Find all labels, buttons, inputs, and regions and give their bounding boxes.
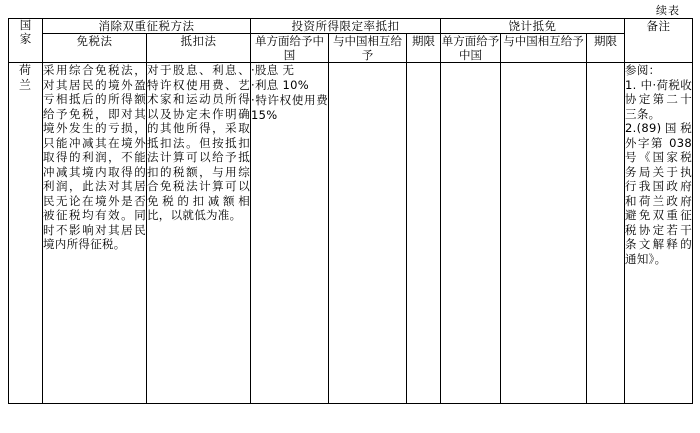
header-mutual: 与中国相互给予: [329, 34, 407, 63]
investment-rate-item: ·股息 无: [251, 63, 295, 77]
table-header-row-1: [9, 19, 693, 34]
cell-investment-period: [407, 63, 441, 404]
tax-treaty-table: [8, 18, 693, 404]
investment-rate-item: ·利息 10%: [251, 78, 309, 92]
header-country: [9, 19, 43, 63]
cell-exemption-method: 采用综合免税法，对其居民的境外盈亏相抵后的所得额给予免税，即对其境外发生的亏损，只能冲减其在境外取得的利润，不能冲减其境内取得的利润，此法对其居民无论在境外是否被征税均有效。同时不影响对其居民境内所得征税。: [43, 63, 147, 404]
cell-credit-unilateral: [441, 63, 501, 404]
header-unilateral-to-china-2: 单方面给予中国: [441, 34, 500, 62]
continued-label: 续表: [656, 4, 680, 17]
cell-country: [9, 63, 43, 404]
header-period-2: 期限: [587, 34, 625, 63]
header-mutual-2: 与中国相互给予: [501, 34, 587, 63]
cell-investment-mutual: [329, 63, 407, 404]
table-header-row-2: [9, 34, 693, 63]
header-exemption-method: 免税法: [43, 34, 147, 63]
cell-credit-period: [587, 63, 625, 404]
cell-credit-mutual: [501, 63, 587, 404]
remarks-title: 参阅：: [625, 63, 661, 77]
country-label: 荷兰: [18, 63, 32, 92]
table-row: [9, 63, 693, 404]
header-country-label: 国家: [18, 19, 33, 46]
header-group-tax-credit: 饶计抵免: [441, 19, 625, 34]
cell-investment-rates: [251, 63, 329, 404]
header-remarks: 备注: [625, 19, 693, 63]
header-unilateral-to-china: 单方面给予中国: [251, 34, 329, 63]
header-credit-method: 抵扣法: [147, 34, 251, 63]
header-group-investment: 投资所得限定率抵扣: [251, 19, 441, 34]
investment-rate-item: ·特许权使用费 15%: [251, 93, 328, 122]
cell-credit-method: 对于股息、利息、特许权使用费、艺术家和运动员所得以及协定未作明确的其他所得，采取抵扣法。但按抵扣法计算可以给予抵扣的税额，与用综合免税法计算可以免税的扣减额相比，以就低为准。: [147, 63, 251, 404]
header-group-elimination: 消除双重征税方法: [43, 19, 251, 34]
remarks-item: 1. 中·荷税收协定第二十三条。: [625, 77, 693, 121]
cell-remarks: [625, 63, 693, 404]
header-period: 期限: [407, 34, 441, 63]
remarks-item: 2.(89)国税外字第 038 号《国家税务局关于执行我国政府和荷兰政府避免双重征税协定若干条文解释的通知》。: [625, 121, 693, 266]
